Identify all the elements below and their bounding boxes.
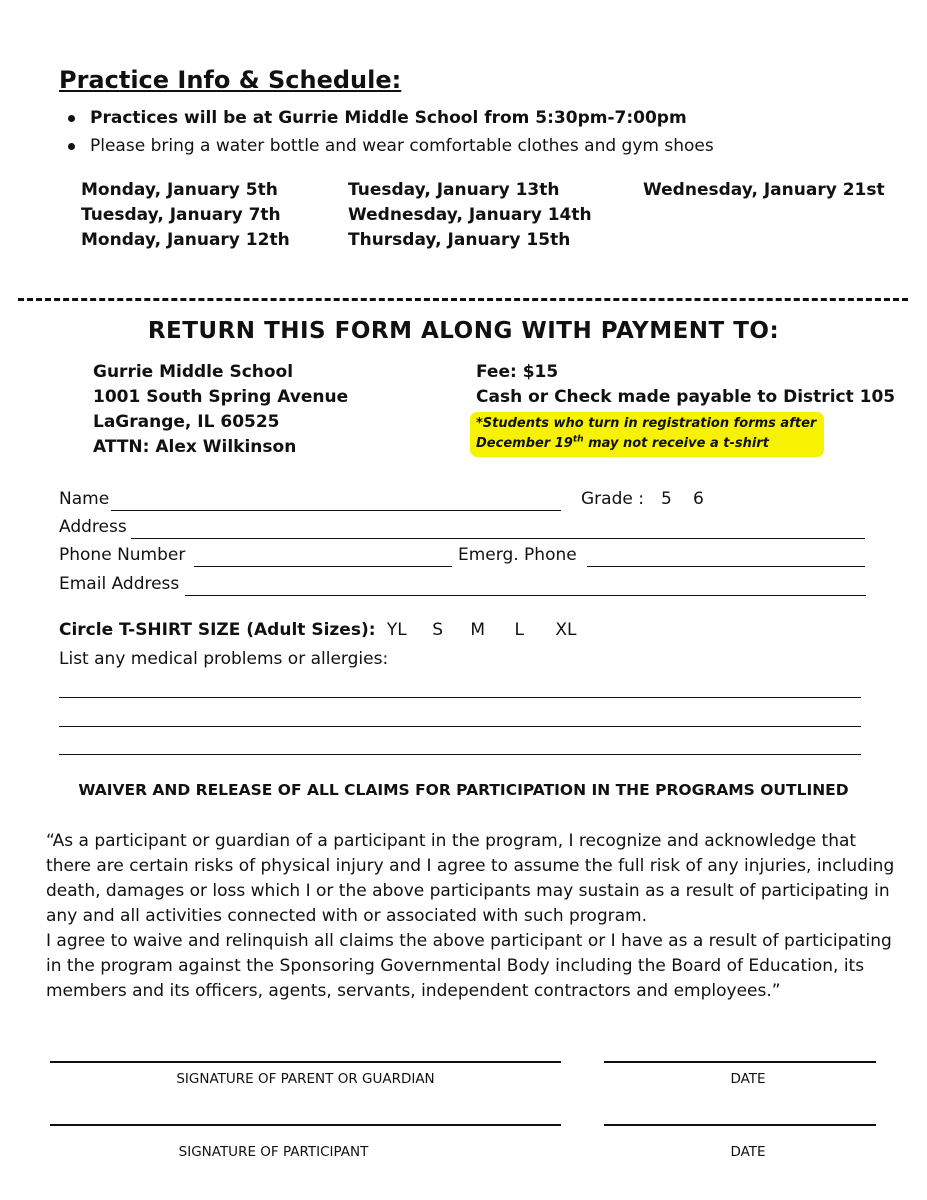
- address-line: ATTN: Alex Wilkinson: [93, 437, 297, 457]
- address-field[interactable]: [131, 538, 865, 539]
- schedule-column-2: [348, 178, 592, 253]
- practice-title: Practice Info & Schedule:: [59, 66, 402, 94]
- phone-field[interactable]: [194, 566, 452, 567]
- mailing-address: [93, 360, 348, 460]
- schedule-date: Wednesday, January 21st: [643, 180, 885, 200]
- schedule-date: Wednesday, January 14th: [348, 205, 592, 225]
- medical-field-line-1[interactable]: [59, 697, 861, 698]
- participant-signature-label: SIGNATURE OF PARTICIPANT: [178, 1144, 369, 1160]
- tshirt-size-s[interactable]: S: [432, 620, 443, 640]
- practice-location-bullet: Practices will be at Gurrie Middle School from 5:30pm-7:00pm: [66, 104, 714, 132]
- address-line: Gurrie Middle School: [93, 362, 294, 382]
- parent-date-line[interactable]: [604, 1061, 876, 1063]
- schedule-column-1: [81, 178, 290, 253]
- waiver-paragraph-2: I agree to waive and relinquish all claims the above participant or I have as a result of participating in the program against the Sponsoring Governmental Body including the Board of Education, its members and its officers, agents, servants, independent contractors and employees.”: [46, 931, 892, 1001]
- name-field[interactable]: [111, 510, 561, 511]
- email-field[interactable]: [185, 595, 866, 596]
- fee-info: [476, 360, 895, 410]
- grade-option-6[interactable]: 6: [693, 489, 704, 509]
- fee-amount: Fee: $15: [476, 362, 559, 382]
- schedule-date: Thursday, January 15th: [348, 230, 571, 250]
- schedule-date: Monday, January 12th: [81, 230, 290, 250]
- schedule-date: Tuesday, January 7th: [81, 205, 281, 225]
- waiver-title: WAIVER AND RELEASE OF ALL CLAIMS FOR PARTICIPATION IN THE PROGRAMS OUTLINED: [78, 781, 849, 799]
- waiver-text: [46, 829, 896, 1004]
- participant-date-line[interactable]: [604, 1124, 876, 1126]
- phone-label: Phone Number: [59, 545, 186, 565]
- parent-signature-line[interactable]: [50, 1061, 561, 1063]
- tshirt-label: Circle T-SHIRT SIZE (Adult Sizes):: [59, 620, 376, 640]
- tshirt-size-xl[interactable]: XL: [555, 620, 577, 640]
- waiver-paragraph-1: “As a participant or guardian of a participant in the program, I recognize and acknowledge that there are certain risks of physical injury and I agree to assume the full risk of any injuries, including death, damages or loss which I or the above participants may sustain as a result of participating in any and all activities connected with or associated with such program.: [46, 831, 895, 926]
- tshirt-size-row: [59, 620, 576, 640]
- cut-line-divider: [18, 298, 908, 301]
- grade-label: Grade :: [581, 489, 644, 509]
- schedule-date: Monday, January 5th: [81, 180, 278, 200]
- schedule-column-3: [643, 178, 885, 203]
- note-line-2: December 19th may not receive a t-shirt: [476, 434, 769, 451]
- parent-signature-label: SIGNATURE OF PARENT OR GUARDIAN: [176, 1071, 435, 1087]
- medical-field-line-2[interactable]: [59, 726, 861, 727]
- participant-date-label: DATE: [730, 1144, 766, 1160]
- address-line: 1001 South Spring Avenue: [93, 387, 349, 407]
- practice-bring-bullet: Please bring a water bottle and wear comfortable clothes and gym shoes: [66, 132, 714, 160]
- tshirt-size-yl[interactable]: YL: [386, 620, 407, 640]
- tshirt-size-l[interactable]: L: [514, 620, 524, 640]
- medical-field-line-3[interactable]: [59, 754, 861, 755]
- medical-label: List any medical problems or allergies:: [59, 649, 389, 669]
- address-label: Address: [59, 517, 127, 537]
- note-line-1: *Students who turn in registration forms after: [476, 416, 817, 431]
- participant-signature-line[interactable]: [50, 1124, 561, 1126]
- email-label: Email Address: [59, 574, 180, 594]
- grade-option-5[interactable]: 5: [661, 489, 672, 509]
- name-label: Name: [59, 489, 110, 509]
- practice-bullets: [66, 104, 714, 160]
- emerg-phone-field[interactable]: [587, 566, 865, 567]
- emerg-phone-label: Emerg. Phone: [458, 545, 577, 565]
- parent-date-label: DATE: [730, 1071, 766, 1087]
- schedule-date: Tuesday, January 13th: [348, 180, 560, 200]
- address-line: LaGrange, IL 60525: [93, 412, 280, 432]
- tshirt-size-m[interactable]: M: [470, 620, 486, 640]
- return-heading: RETURN THIS FORM ALONG WITH PAYMENT TO:: [147, 318, 780, 344]
- tshirt-deadline-note: [470, 412, 824, 457]
- payment-instructions: Cash or Check made payable to District 105: [476, 387, 896, 407]
